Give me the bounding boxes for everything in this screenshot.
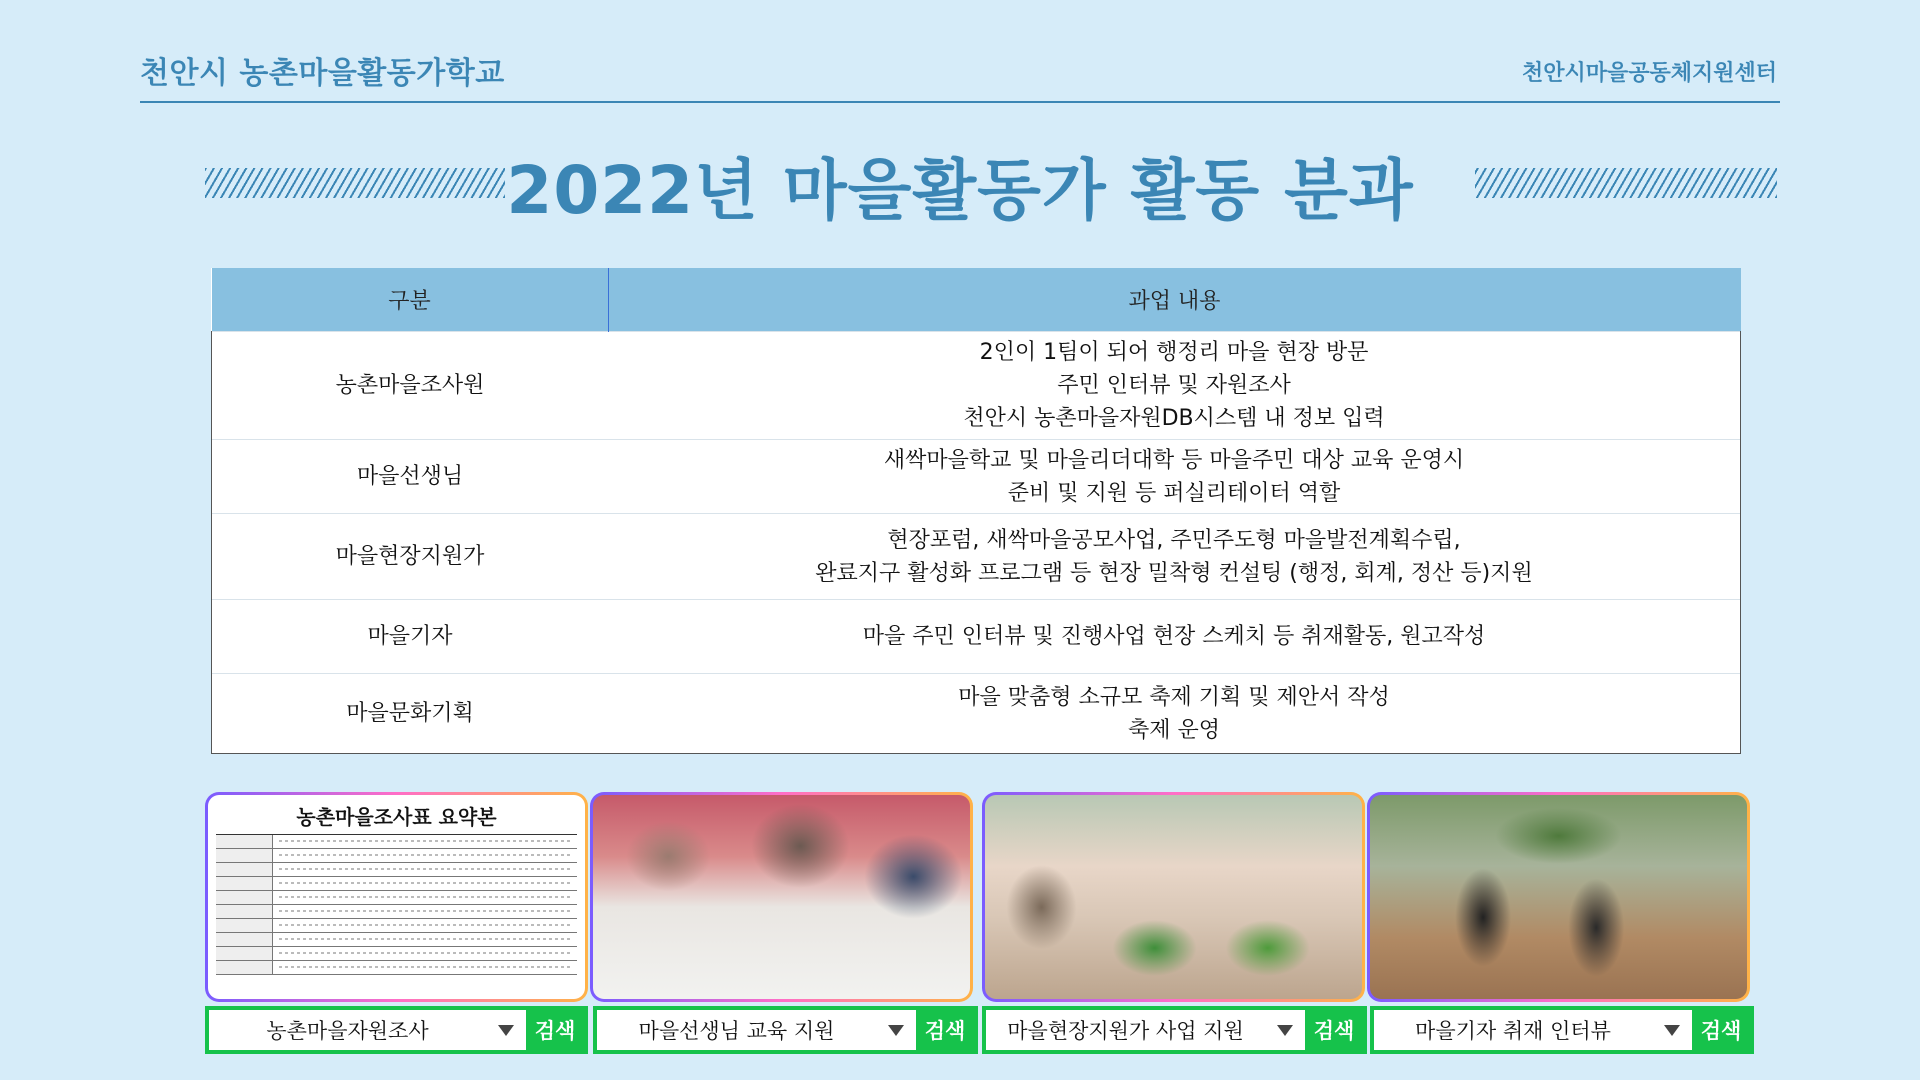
category-select[interactable] [1374,1010,1692,1050]
search-bar-field-support [982,1006,1367,1054]
select-label: 마을기자 취재 인터뷰 [1415,1019,1611,1043]
activity-table [211,268,1741,754]
search-bar-survey [205,1006,588,1054]
table-cell-content [608,674,1741,754]
dropdown-arrow-icon[interactable] [1664,1025,1680,1036]
table-cell-category: 마을현장지원가 [212,514,609,600]
content-line: 천안시 농촌마을자원DB시스템 내 정보 입력 [963,406,1385,431]
table-cell-content [608,600,1741,674]
search-button[interactable]: 검색 [1313,1019,1355,1043]
search-button[interactable]: 검색 [924,1019,966,1043]
content-line: 축제 운영 [1127,717,1220,743]
table-cell-category: 농촌마을조사원 [212,332,609,440]
card-inner [593,795,970,999]
header-left-title: 천안시 농촌마을활동가학교 [140,56,505,91]
dropdown-arrow-icon[interactable] [1277,1025,1293,1036]
search-bar-teacher [593,1006,978,1054]
search-button[interactable]: 검색 [534,1019,576,1043]
table-row [212,514,1741,600]
field-support-photo [985,795,1362,999]
dropdown-arrow-icon[interactable] [498,1025,514,1036]
header-divider [140,101,1780,103]
card-inner [1370,795,1747,999]
reporter-interview-photo [1370,795,1747,999]
table-row [212,600,1741,674]
table-cell-content [608,332,1741,440]
content-line: 준비 및 지원 등 퍼실리테이터 역할 [1007,480,1341,506]
card-inner [985,795,1362,999]
search-button[interactable]: 검색 [1700,1019,1742,1043]
table-cell-content [608,440,1741,514]
content-line: 2인이 1팀이 되어 행정리 마을 현장 방문 [979,340,1369,365]
doc-title: 농촌마을조사표 요약본 [296,805,497,829]
select-label: 마을선생님 교육 지원 [638,1019,835,1043]
table-row [212,440,1741,514]
content-line: 마을 주민 인터뷰 및 진행사업 현장 스케치 등 취재활동, 원고작성 [862,624,1486,649]
content-line: 현장포럼, 새싹마을공모사업, 주민주도형 마을발전계획수립, [887,527,1461,553]
table-row [212,674,1741,754]
table-header-content: 과업 내용 [608,268,1741,332]
survey-document-image [208,795,585,999]
select-label: 마을현장지원가 사업 지원 [1007,1019,1244,1043]
teacher-education-photo [593,795,970,999]
content-line: 완료지구 활성화 프로그램 등 현장 밀착형 컨설팅 (행정, 회계, 정산 등)지원 [815,560,1533,586]
table-cell-category: 마을선생님 [212,440,609,514]
card-survey [205,792,588,1002]
content-line: 새싹마을학교 및 마을리더대학 등 마을주민 대상 교육 운영시 [883,447,1465,473]
doc-table [216,834,577,975]
table-cell-category: 마을문화기획 [212,674,609,754]
dropdown-arrow-icon[interactable] [888,1025,904,1036]
page-title: 2022년 마을활동가 활동 분과 [506,152,1414,229]
card-field-support [982,792,1365,1002]
content-line: 마을 맞춤형 소규모 축제 기획 및 제안서 작성 [958,684,1390,710]
table-header-category: 구분 [212,268,609,332]
search-bar-reporter [1370,1006,1754,1054]
category-select[interactable] [597,1010,916,1050]
table-header-row [212,268,1741,332]
category-select[interactable] [209,1010,526,1050]
table-cell-content [608,514,1741,600]
content-line: 주민 인터뷰 및 자원조사 [1057,373,1291,398]
card-reporter [1367,792,1750,1002]
header-right-title: 천안시마을공동체지원센터 [1521,61,1777,86]
category-select[interactable] [986,1010,1305,1050]
table-row [212,332,1741,440]
card-teacher [590,792,973,1002]
table-cell-category: 마을기자 [212,600,609,674]
select-label: 농촌마을자원조사 [266,1019,429,1043]
